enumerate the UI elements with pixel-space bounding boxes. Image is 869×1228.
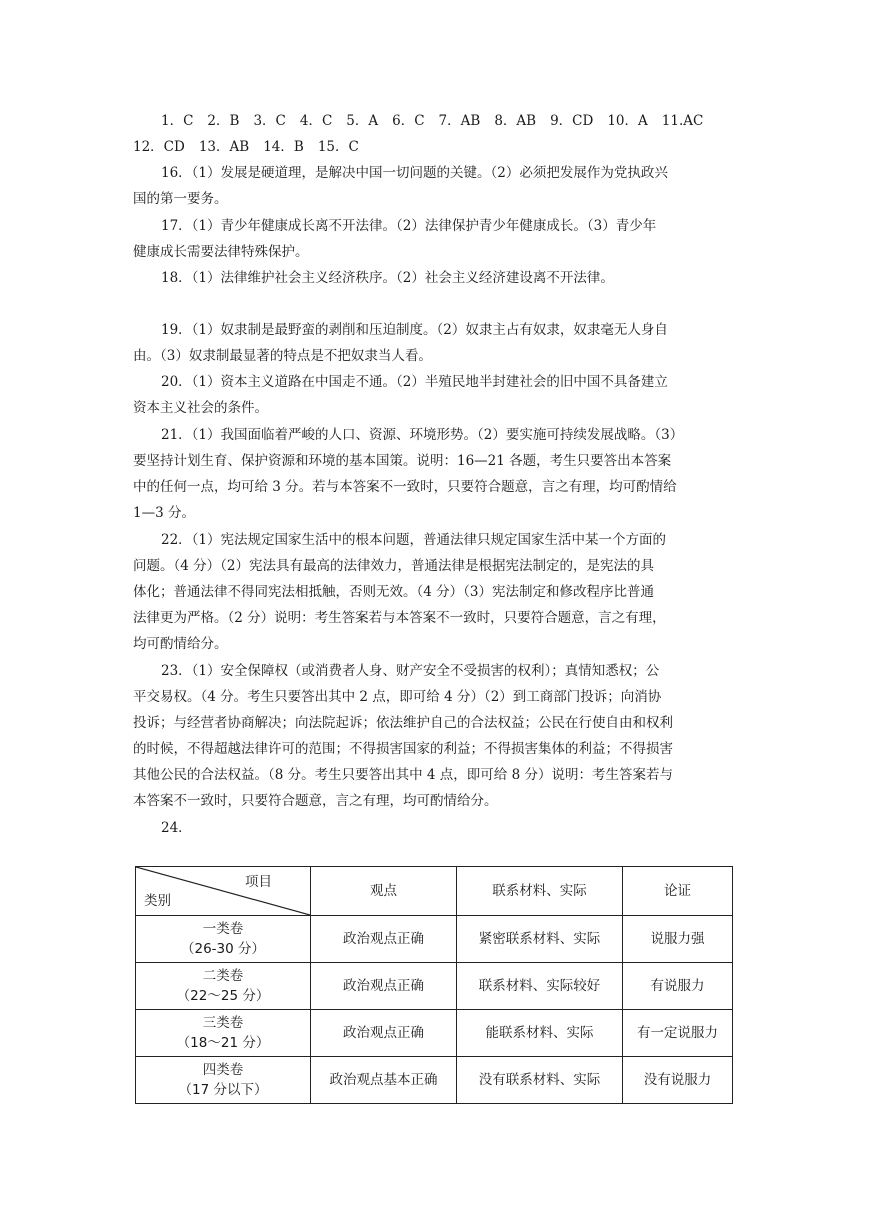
material-cell: 能联系材料、实际 xyxy=(457,1010,623,1057)
mc-answer: 13．AB xyxy=(198,139,250,155)
answer-22-line: 问题。（4 分）（2）宪法具有最高的法律效力，普通法律是根据宪法制定的，是宪法的具 xyxy=(133,558,654,574)
material-cell: 联系材料、实际较好 xyxy=(457,963,623,1010)
answer-21-line: 21．（1）我国面临着严峻的人口、资源、环境形势。（2）要实施可持续发展战略。（3） xyxy=(161,427,684,443)
mc-answer: 3．C xyxy=(253,113,286,129)
argument-cell: 说服力强 xyxy=(623,916,733,963)
material-cell: 紧密联系材料、实际 xyxy=(457,916,623,963)
table-row xyxy=(136,963,733,1010)
viewpoint-cell: 政治观点正确 xyxy=(311,963,457,1010)
category-range: （22～25 分） xyxy=(176,988,270,1004)
table-row xyxy=(136,916,733,963)
answer-23-line: 本答案不一致时，只要符合题意，言之有理，均可酌情给分。 xyxy=(133,793,498,809)
mc-answer: 1．C xyxy=(161,113,194,129)
category-name: 三类卷 xyxy=(202,1015,244,1031)
category-name: 一类卷 xyxy=(202,921,244,937)
answer-22-line: 体化；普通法律不得同宪法相抵触，否则无效。（4 分）（3）宪法制定和修改程序比普通 xyxy=(133,584,654,600)
table-row xyxy=(136,1010,733,1057)
mc-answer: 2．B xyxy=(207,113,240,129)
argument-cell: 有一定说服力 xyxy=(623,1010,733,1057)
mc-answer: 8．AB xyxy=(494,113,537,129)
answer-19-line: 19．（1）奴隶制是最野蛮的剥削和压迫制度。（2）奴隶主占有奴隶，奴隶毫无人身自 xyxy=(161,322,668,338)
table-header-row xyxy=(136,867,733,916)
mc-answer: 5．A xyxy=(346,113,379,129)
mc-answer: 12．CD xyxy=(133,139,185,155)
answer-20-line: 资本主义社会的条件。 xyxy=(133,400,268,416)
viewpoint-cell: 政治观点正确 xyxy=(311,916,457,963)
answer-21-line: 要坚持计划生育、保护资源和环境的基本国策。说明：16—21 各题，考生只要答出本答案 xyxy=(133,453,672,469)
category-range: （17 分以下） xyxy=(178,1082,268,1098)
answer-16-line: 16．（1）发展是硬道理，是解决中国一切问题的关键。（2）必须把发展作为党执政兴 xyxy=(161,165,668,181)
answer-16-line: 国的第一要务。 xyxy=(133,191,228,207)
category-range: （26-30 分） xyxy=(180,941,266,957)
category-name: 二类卷 xyxy=(202,968,244,984)
answer-17-line: 健康成长需要法律特殊保护。 xyxy=(133,244,309,260)
diagonal-header-cell xyxy=(136,867,311,916)
mc-answer: 6．C xyxy=(392,113,425,129)
category-cell xyxy=(136,1057,311,1104)
answer-17-line: 17．（1）青少年健康成长离不开法律。（2）法律保护青少年健康成长。（3）青少年 xyxy=(161,218,657,234)
grading-table xyxy=(135,866,733,1104)
answer-22-line: 法律更为严格。（2 分）说明：考生答案若与本答案不一致时，只要符合题意，言之有理， xyxy=(133,610,666,626)
table-row xyxy=(136,1057,733,1104)
category-cell xyxy=(136,963,311,1010)
answer-21-line: 中的任何一点，均可给 3 分。若与本答案不一致时，只要符合题意，言之有理，均可酌情给 xyxy=(133,479,677,495)
answer-23-line: 平交易权。（4 分。考生只要答出其中 2 点，即可给 4 分）（2）到工商部门投诉；向消协 xyxy=(133,689,662,705)
mc-answer: 10．A xyxy=(607,113,648,129)
mc-answer: 4．C xyxy=(299,113,333,129)
answer-22-line: 均可酌情给分。 xyxy=(133,636,228,652)
mc-answer: 9．CD xyxy=(550,113,594,129)
answer-20-line: 20．（1）资本主义道路在中国走不通。（2）半殖民地半封建社会的旧中国不具备建立 xyxy=(161,374,668,390)
mc-answer: 11.AC xyxy=(661,113,704,129)
column-header: 观点 xyxy=(311,867,457,916)
answer-23-line: 23．（1）安全保障权（或消费者人身、财产安全不受损害的权利）；真情知悉权；公 xyxy=(161,663,660,679)
category-cell xyxy=(136,916,311,963)
header-category-label: 类别 xyxy=(144,893,171,909)
category-name: 四类卷 xyxy=(202,1062,244,1078)
answer-24-label: 24． xyxy=(161,820,192,836)
answer-23-line: 的时候，不得超越法律许可的范围；不得损害国家的利益；不得损害集体的利益；不得损害 xyxy=(133,741,673,757)
answer-19-line: 由。（3）奴隶制最显著的特点是不把奴隶当人看。 xyxy=(133,348,432,364)
mc-answer: 7．AB xyxy=(438,113,481,129)
viewpoint-cell: 政治观点正确 xyxy=(311,1010,457,1057)
answer-23-line: 投诉；与经营者协商解决；向法院起诉；依法维护自己的合法权益；公民在行使自由和权利 xyxy=(133,715,673,731)
answer-22-line: 22．（1）宪法规定国家生活中的根本问题，普通法律只规定国家生活中某一个方面的 xyxy=(161,532,667,548)
mc-answer: 14．B xyxy=(263,139,304,155)
column-header: 联系材料、实际 xyxy=(457,867,623,916)
viewpoint-cell: 政治观点基本正确 xyxy=(311,1057,457,1104)
mc-answers-line-1 xyxy=(161,111,801,131)
category-cell xyxy=(136,1010,311,1057)
column-header: 论证 xyxy=(623,867,733,916)
answer-23-line: 其他公民的合法权益。（8 分。考生只要答出其中 4 点，即可给 8 分）说明：考生答案若与 xyxy=(133,767,673,783)
material-cell: 没有联系材料、实际 xyxy=(457,1057,623,1104)
mc-answer: 15．C xyxy=(317,139,359,155)
category-range: （18～21 分） xyxy=(176,1035,270,1051)
answer-18-line: 18．（1）法律维护社会主义经济秩序。（2）社会主义经济建设离不开法律。 xyxy=(161,270,614,286)
argument-cell: 有说服力 xyxy=(623,963,733,1010)
argument-cell: 没有说服力 xyxy=(623,1057,733,1104)
header-item-label: 项目 xyxy=(245,874,272,890)
mc-answers-line-2 xyxy=(133,137,773,157)
answer-21-line: 1—3 分。 xyxy=(133,505,195,521)
